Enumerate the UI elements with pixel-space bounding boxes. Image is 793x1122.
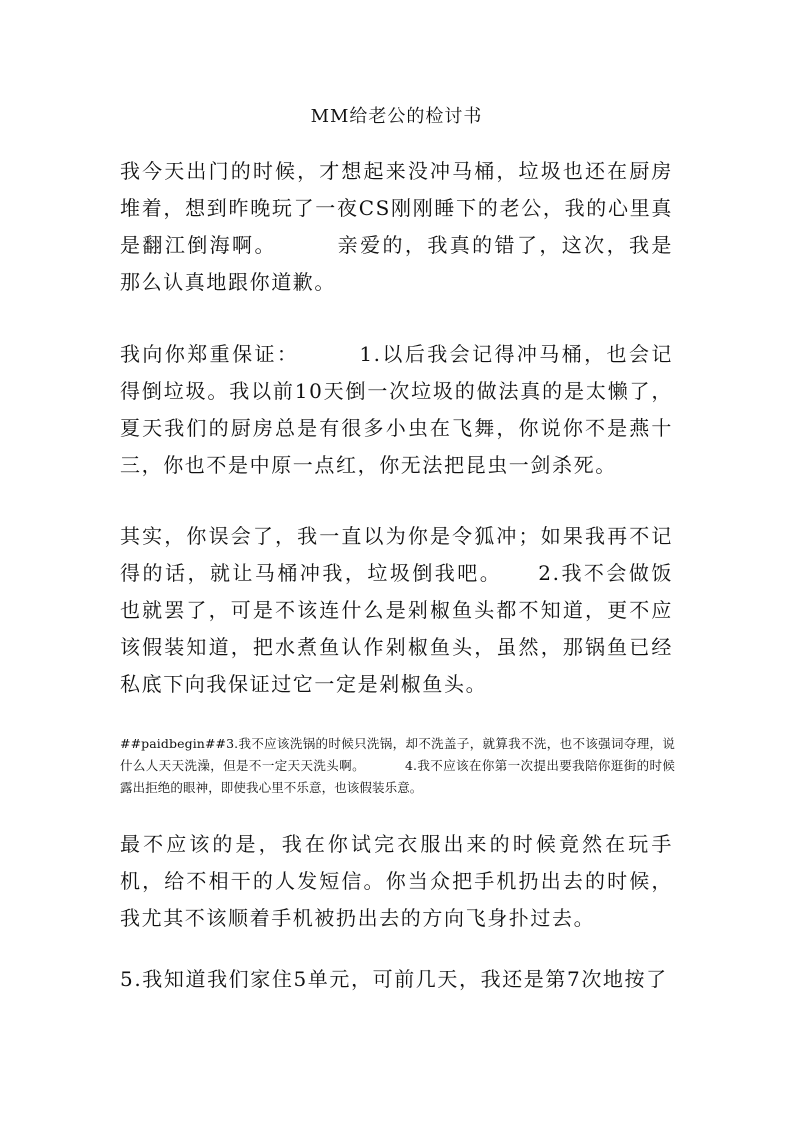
small-note-text-b: 4.我不应该在你第一次提出要我陪你逛街的时候露出拒绝的眼神，即使我心里不乐意，也该假装乐意。 — [120, 758, 675, 795]
paragraph-3-text-b: 2.我不会做饭也就罢了，可是不该连什么是剁椒鱼头都不知道，更不应该假装知道，把水煮鱼认作剁椒鱼头，虽然，那锅鱼已经私底下向我保证过它一定是剁椒鱼头。 — [120, 561, 673, 696]
paragraph-3-text-a: 其实，你误会了，我一直以为你是令狐冲；如果我再不记得的话，就让马桶冲我，垃圾倒我吧。 — [120, 524, 673, 585]
paragraph-1-text-a: 我今天出门的时候，才想起来没冲马桶，垃圾也还在厨房堆着，想到昨晚玩了一夜CS刚刚睡下的老公，我的心里真是翻江倒海啊。 — [120, 159, 673, 257]
paragraph-5: 5.我知道我们家住5单元，可前几天，我还是第7次地按了 — [120, 967, 668, 991]
paragraph-2 — [120, 336, 673, 484]
paragraph-2-text-a: 我向你郑重保证： — [120, 342, 300, 366]
small-print-note — [120, 733, 675, 799]
paragraph-1-text-b: 亲爱的，我真的错了，这次，我是那么认真地跟你道歉。 — [120, 233, 674, 294]
paragraph-1 — [120, 153, 673, 301]
paragraph-2-text-b: 1.以后我会记得冲马桶，也会记得倒垃圾。我以前10天倒一次垃圾的做法真的是太懒了，夏天我们的厨房总是有很多小虫在飞舞，你说你不是燕十三，你也不是中原一点红，你无法把昆虫一剑杀死。 — [120, 342, 673, 477]
page-title: MM给老公的检讨书 — [310, 106, 483, 127]
small-note-text-a: ##paidbegin##3.我不应该洗锅的时候只洗锅，却不洗盖子，就算我不洗，也不该强词夺理，说什么人天天洗澡，但是不一定天天洗头啊。 — [120, 736, 675, 773]
paragraph-3 — [120, 518, 673, 703]
paragraph-4: 最不应该的是，我在你试完衣服出来的时候竟然在玩手机，给不相干的人发短信。你当众把手机扔出去的时候，我尤其不该顺着手机被扔出去的方向飞身扑过去。 — [120, 832, 673, 930]
